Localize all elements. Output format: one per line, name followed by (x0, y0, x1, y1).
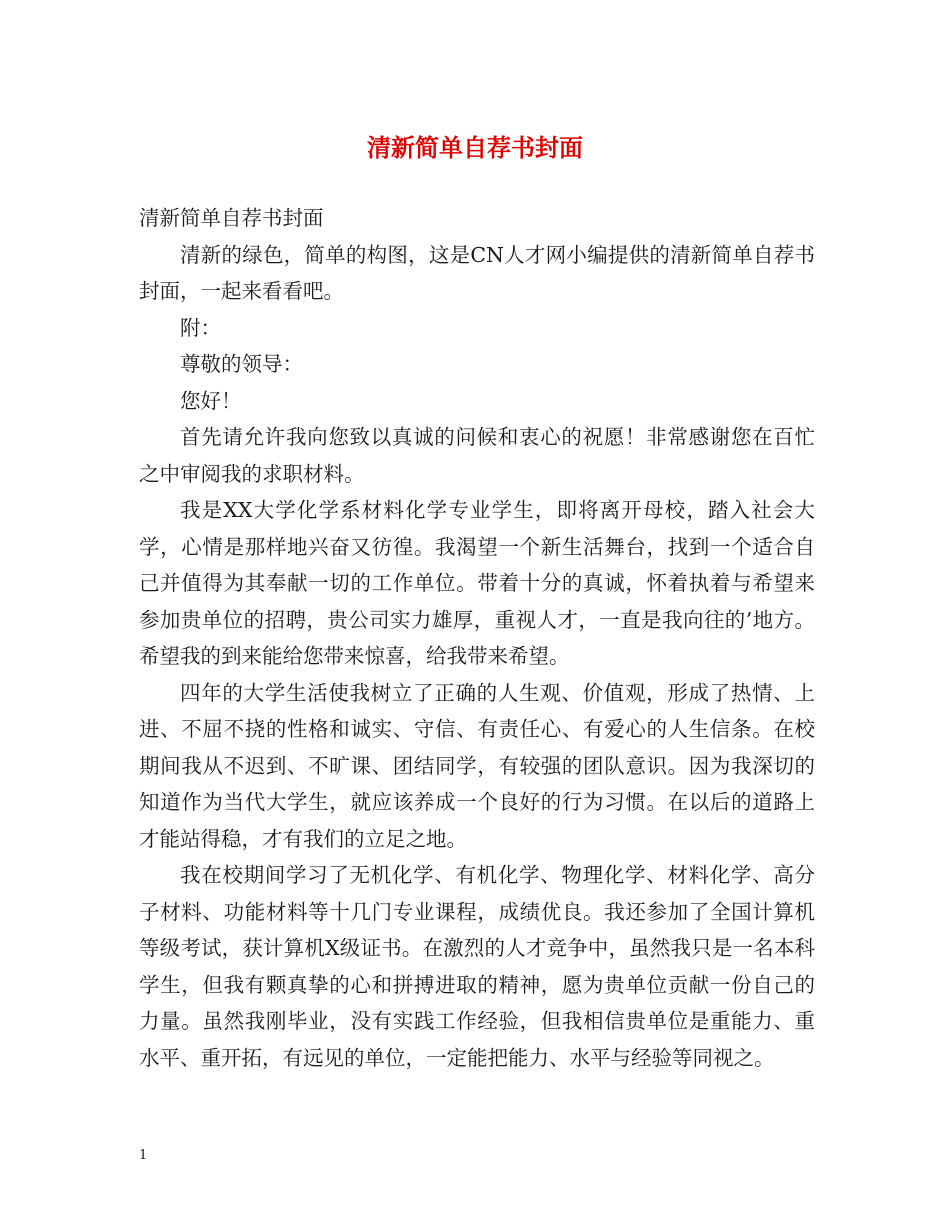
document-title: 清新简单自荐书封面 (367, 133, 583, 162)
paragraph-appendix-label: 附： (180, 315, 221, 340)
paragraph-heading: 清新简单自荐书封面 (139, 206, 324, 230)
paragraph-self-intro: 我是XX大学化学系材料化学专业学生，即将离开母校，踏入社会大学，心情是那样地兴奋又彷徨。我渴望一个新生活舞台，找到一个适合自己并值得为其奉献一切的工作单位。带着十分的真诚，怀着执着与希望来参加贵单位的招聘，贵公司实力雄厚，重视人才，一直是我向往的’地方。希望我的到来能给您带来惊喜，给我带来希望。 (139, 498, 815, 668)
paragraph-intro: 清新的绿色，简单的构图，这是CN人才网小编提供的清新简单自荐书封面，一起来看看吧。 (139, 242, 815, 303)
paragraph-thanks: 首先请允许我向您致以真诚的问候和衷心的祝愿！非常感谢您在百忙之中审阅我的求职材料。 (139, 425, 815, 486)
paragraph-studies: 我在校期间学习了无机化学、有机化学、物理化学、材料化学、高分子材料、功能材料等十几门专业课程，成绩优良。我还参加了全国计算机等级考试，获计算机X级证书。在激烈的人才竞争中，虽然我只是一名本科学生，但我有颗真挚的心和拼搏进取的精神，愿为贵单位贡献一份自己的力量。虽然我刚毕业，没有实践工作经验，但我相信贵单位是重能力、重水平、重开拓，有远见的单位，一定能把能力、水平与经验等同视之。 (139, 863, 815, 1070)
paragraph-character: 四年的大学生活使我树立了正确的人生观、价值观，形成了热情、上进、不屈不挠的性格和诚实、守信、有责任心、有爱心的人生信条。在校期间我从不迟到、不旷课、团结同学，有较强的团队意识。因为我深切的知道作为当代大学生，就应该养成一个良好的行为习惯。在以后的道路上才能站得稳，才有我们的立足之地。 (139, 680, 815, 851)
document-body (139, 200, 815, 1076)
paragraph-salutation: 尊敬的领导： (180, 352, 303, 376)
paragraph-greeting: 您好！ (180, 388, 242, 413)
page-number: 1 (139, 1148, 148, 1163)
